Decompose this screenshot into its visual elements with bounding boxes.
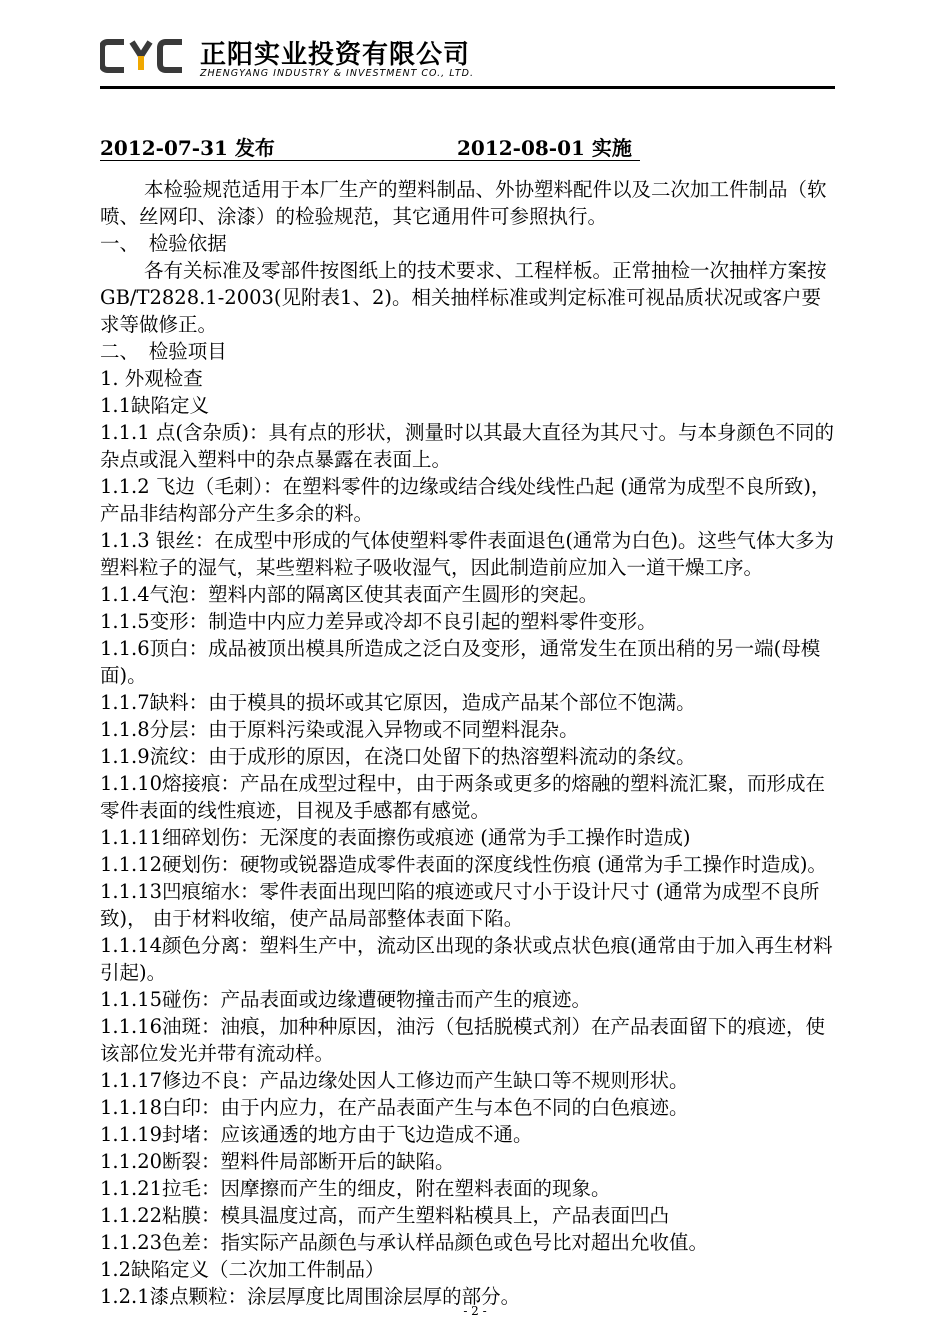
definition-item: 1.1.22粘膜：模具温度过高，而产生塑料粘模具上，产品表面凹凸 <box>100 1204 670 1227</box>
definition-item: 1.1.5变形：制造中内应力差异或冷却不良引起的塑料零件变形。 <box>100 610 657 633</box>
effective-date: 2012-08-01 实施 <box>457 136 632 160</box>
definition-item: 1.1.18白印：由于内应力，在产品表面产生与本色不同的白色痕迹。 <box>100 1096 689 1119</box>
company-name-cn: 正阳实业投资有限公司 <box>200 40 471 70</box>
definition-item: 1.1.1 点(含杂质)：具有点的形状，测量时以其最大直径为其尺寸。与本身颜色不同的杂点或混入塑料中的杂点暴露在表面上。 <box>100 421 835 471</box>
definition-item: 1.1.23色差：指实际产品颜色与承认样品颜色或色号比对超出允收值。 <box>100 1231 709 1254</box>
page-number: - 2 - <box>463 1304 487 1318</box>
definition-item: 1.1.13凹痕缩水：零件表面出现凹陷的痕迹或尺寸小于设计尺寸 (通常为成型不良所致)， 由于材料收缩，使产品局部整体表面下陷。 <box>100 880 820 930</box>
definition-item: 1.1.16油斑：油痕，加种种原因，油污（包括脱模式剂）在产品表面留下的痕迹，使该部位发光并带有流动样。 <box>100 1015 826 1065</box>
section-heading: 二、 检验项目 <box>100 340 227 363</box>
definition-item: 1.1.8分层：由于原料污染或混入异物或不同塑料混杂。 <box>100 718 579 741</box>
intro-paragraph: 本检验规范适用于本厂生产的塑料制品、外协塑料配件以及二次加工件制品（软喷、丝网印、涂漆）的检验规范，其它通用件可参照执行。 <box>100 178 827 228</box>
definition-item: 1.1.19封堵：应该通透的地方由于飞边造成不通。 <box>100 1123 533 1146</box>
definition-item: 1.1.14颜色分离：塑料生产中，流动区出现的条状或点状色痕(通常由于加入再生材料引起)。 <box>100 934 833 984</box>
definition-item: 1.1.6顶白：成品被顶出模具所造成之泛白及变形，通常发生在顶出稍的另一端(母模面)。 <box>100 637 821 687</box>
definition-item: 1.1.15碰伤：产品表面或边缘遭硬物撞击而产生的痕迹。 <box>100 988 592 1011</box>
subsection-heading: 1. 外观检查 <box>100 367 203 390</box>
definition-item: 1.1.9流纹：由于成形的原因，在浇口处留下的热溶塑料流动的条纹。 <box>100 745 696 768</box>
company-name-en: ZHENGYANG INDUSTRY & INVESTMENT CO., LTD. <box>200 68 474 79</box>
definition-item: 1.1.17修边不良：产品边缘处因人工修边而产生缺口等不规则形状。 <box>100 1069 689 1092</box>
subsection-heading: 1.2缺陷定义（二次加工件制品） <box>100 1258 385 1281</box>
definition-item: 1.2.1漆点颗粒：涂层厚度比周围涂层厚的部分。 <box>100 1285 521 1308</box>
date-line <box>100 136 640 161</box>
definition-item: 1.1.2 飞边（毛刺）：在塑料零件的边缘或结合线处线性凸起 (通常为成型不良所致)， 产品非结构部分产生多余的料。 <box>100 475 831 525</box>
definition-item: 1.1.7缺料：由于模具的损坏或其它原因，造成产品某个部位不饱满。 <box>100 691 696 714</box>
subsection-heading: 1.1缺陷定义 <box>100 394 210 417</box>
definition-item: 1.1.11细碎划伤：无深度的表面擦伤或痕迹 (通常为手工操作时造成) <box>100 826 691 849</box>
definition-item: 1.1.3 银丝：在成型中形成的气体使塑料零件表面退色(通常为白色)。这些气体大多为塑料粒子的湿气，某些塑料粒子吸收湿气，因此制造前应加入一道干燥工序。 <box>100 529 835 579</box>
definition-item: 1.1.4气泡：塑料内部的隔离区使其表面产生圆形的突起。 <box>100 583 599 606</box>
definition-item: 1.1.21拉毛：因摩擦而产生的细皮，附在塑料表面的现象。 <box>100 1177 611 1200</box>
definition-item: 1.1.12硬划伤：硬物或锐器造成零件表面的深度线性伤痕 (通常为手工操作时造成)。 <box>100 853 827 876</box>
publish-date: 2012-07-31 发布 <box>100 136 275 160</box>
cyc-logo <box>100 36 190 76</box>
document-body <box>100 176 840 1310</box>
definition-item: 1.1.20断裂：塑料件局部断开后的缺陷。 <box>100 1150 455 1173</box>
page-header <box>100 22 835 92</box>
basis-paragraph: 各有关标准及零部件按图纸上的技术要求、工程样板。正常抽检一次抽样方案按GB/T2828.1-2003(见附表1、2)。相关抽样标准或判定标准可视品质状况或客户要求等做修正。 <box>100 259 827 336</box>
definition-item: 1.1.10熔接痕：产品在成型过程中，由于两条或更多的熔融的塑料流汇聚，而形成在零件表面的线性痕迹，目视及手感都有感觉。 <box>100 772 826 822</box>
header-divider <box>100 86 835 89</box>
section-heading: 一、 检验依据 <box>100 232 227 255</box>
